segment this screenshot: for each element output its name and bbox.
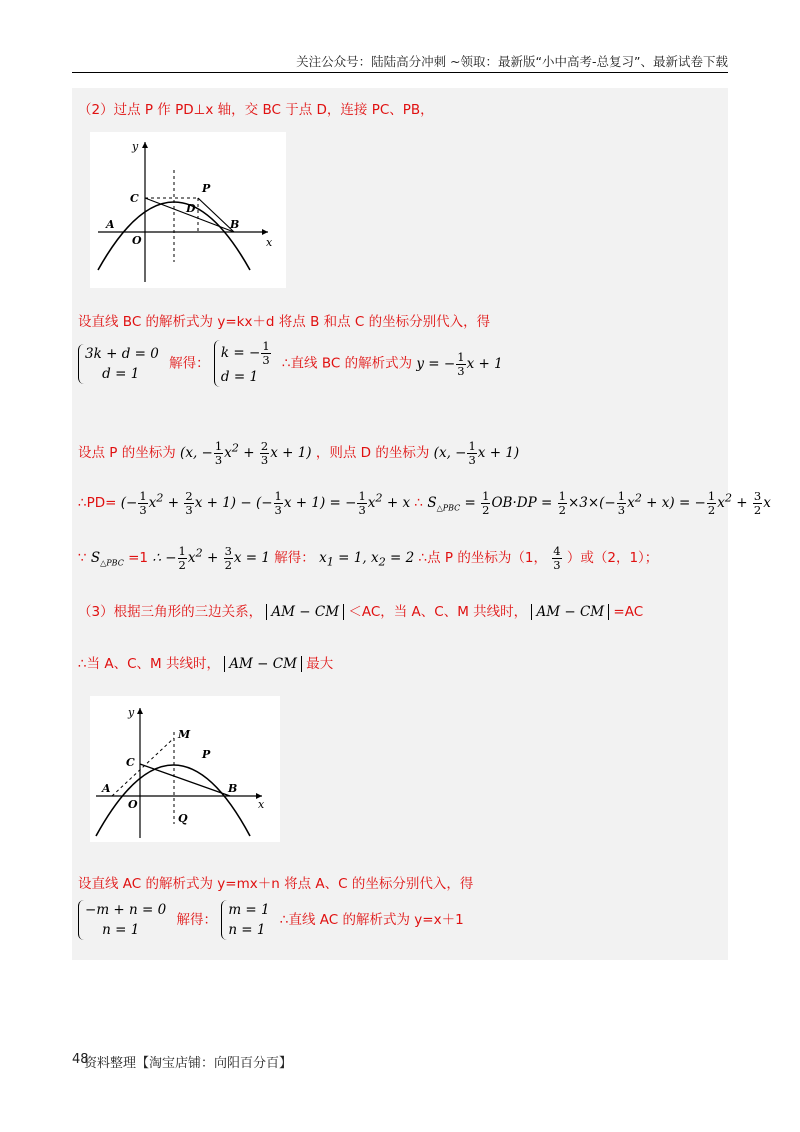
abs-am-cm-1: AM − CM	[266, 604, 344, 620]
max-prefix: ∴当 A、C、M 共线时，	[78, 656, 220, 672]
p-coordinate-expr: (x, − $\frac{1}{3}$ $x^2$ + $\frac{2}{3}$ x + 1)	[180, 439, 312, 467]
ac-result: ∴直线 AC 的解析式为 y=x＋1	[279, 912, 464, 928]
point-m-label: M	[178, 728, 191, 741]
point-b-label-2: B	[228, 782, 238, 795]
bc-result-prefix: ∴直线 BC 的解析式为	[281, 355, 413, 372]
page-number: 48	[72, 1052, 89, 1067]
p-result: ∴点 P 的坐标为（1，	[418, 550, 547, 566]
triangle-relation-line	[78, 600, 643, 620]
origin-label: O	[132, 234, 142, 247]
maximum-line	[78, 652, 333, 672]
abs-am-cm-2: AM − CM	[531, 604, 609, 620]
p-result-tail: ）或（2，1）；	[566, 550, 659, 566]
point-p-label-2: P	[202, 748, 211, 761]
max-word: 最大	[306, 656, 334, 672]
header-rule	[72, 72, 728, 73]
solutions-word: 解得：	[274, 550, 315, 566]
bc-equation-system: 3k + d = 0 d = 1	[78, 344, 165, 384]
pd-area-line: ∴PD= (− $\frac{1}{3}$ $x^2$ + $\frac{2}{3}$ x + 1) − (− $\frac{1}{3}$ x + 1) = − $\frac{1}{3}$ $x^2 + x$ ∴ $S_{\triangle PBC}$ = $\frac{1}{2}$ OB·DP = $\frac{1}{2}$ ×3×(− $\frac{1}{3}$ $x^2 + x$) = − $\frac{1}{2}$ $x^2$ + $\frac{3}{2}$ x	[78, 489, 771, 517]
ac-solution-system: m = 1 n = 1	[221, 900, 275, 940]
eq-ac-text: =AC	[613, 604, 644, 620]
axis-x-label: x	[266, 236, 273, 249]
quadratic-equation: ∴ − $\frac{1}{2}$ $x^2$ + $\frac{3}{2}$ x = 1	[152, 544, 270, 572]
axis-x-label-2: x	[258, 798, 265, 811]
abs-am-cm-3: AM − CM	[224, 656, 302, 672]
ac-setup-text: 设直线 AC 的解析式为 y=mx＋n 将点 A、C 的坐标分别代入，得	[78, 876, 474, 892]
graph-figure-1	[90, 132, 286, 288]
bc-solution-system: k = − $\frac{1}{3}$ d = 1	[214, 340, 278, 387]
ac-equation-system: −m + n = 0 n = 1	[78, 900, 172, 940]
p-coord-prefix: 设点 P 的坐标为	[78, 445, 176, 461]
pd-prefix: ∴PD=	[78, 495, 117, 511]
ac-system-line	[78, 900, 464, 940]
d-coordinate-expr: (x, − $\frac{1}{3}$ x + 1)	[433, 439, 520, 467]
point-q-label: Q	[178, 812, 188, 825]
bc-setup-text: 设直线 BC 的解析式为 y=kx＋d 将点 B 和点 C 的坐标分别代入，得	[78, 314, 491, 330]
point-c-label-2: C	[126, 756, 135, 769]
triangle-intro: （3）根据三角形的三边关系，	[78, 604, 263, 620]
p-coordinate-line	[78, 440, 519, 467]
axis-y-label: y	[132, 140, 139, 153]
area-prefix: ∵	[78, 550, 87, 566]
bc-line-equation: y = − $\frac{1}{3}$ x + 1	[416, 349, 503, 378]
lt-ac-text: ＜AC，当 A、C、M 共线时，	[348, 604, 528, 620]
point-c-label: C	[130, 192, 139, 205]
pd-expression: (− $\frac{1}{3}$ $x^2$ + $\frac{2}{3}$ x + 1) − (− $\frac{1}{3}$ x + 1) = − $\frac{1}{3}$ $x^2 + x$	[120, 489, 411, 517]
point-d-label: D	[186, 202, 196, 215]
d-coord-prefix: ，则点 D 的坐标为	[315, 445, 430, 461]
point-b-label: B	[230, 218, 240, 231]
point-a-label: A	[106, 218, 115, 231]
graph-figure-2	[90, 696, 280, 842]
area-expression: $S_{\triangle PBC}$ = $\frac{1}{2}$ OB·DP = $\frac{1}{2}$ ×3×(− $\frac{1}{3}$ $x^2 + x$) = − $\frac{1}{2}$ $x^2$ + $\frac{3}{2}$ x	[427, 489, 771, 517]
footer-text: 资料整理【淘宝店铺：向阳百分百】	[84, 1056, 293, 1071]
point-p-label: P	[202, 182, 211, 195]
roots-expression: $x_1 = 1$, $x_2 = 2$	[319, 550, 415, 569]
area-solution-line: ∵ $S_{\triangle PBC} =1$ ∴ − $\frac{1}{2}$ $x^2$ + $\frac{3}{2}$ x = 1 解得： $x_1 = 1$, $x_2 = 2$ ∴点 P 的坐标为（1， $\frac{4}{3}$ ）或（2，1）；	[78, 544, 659, 572]
origin-label-2: O	[128, 798, 138, 811]
bc-system-line	[78, 340, 503, 387]
part2-intro: （2）过点 P 作 PD⊥x 轴，交 BC 于点 D，连接 PC、PB，	[78, 102, 434, 118]
area-eq: =1	[128, 550, 149, 566]
axis-y-label-2: y	[128, 706, 135, 719]
ac-solve-word: 解得：	[176, 912, 218, 928]
page-header: 关注公众号：陆陆高分冲刺 ~领取：最新版“小中高考-总复习”、最新试卷下载	[296, 54, 728, 69]
point-a-label-2: A	[102, 782, 111, 795]
bc-solve-word: 解得：	[169, 355, 210, 372]
